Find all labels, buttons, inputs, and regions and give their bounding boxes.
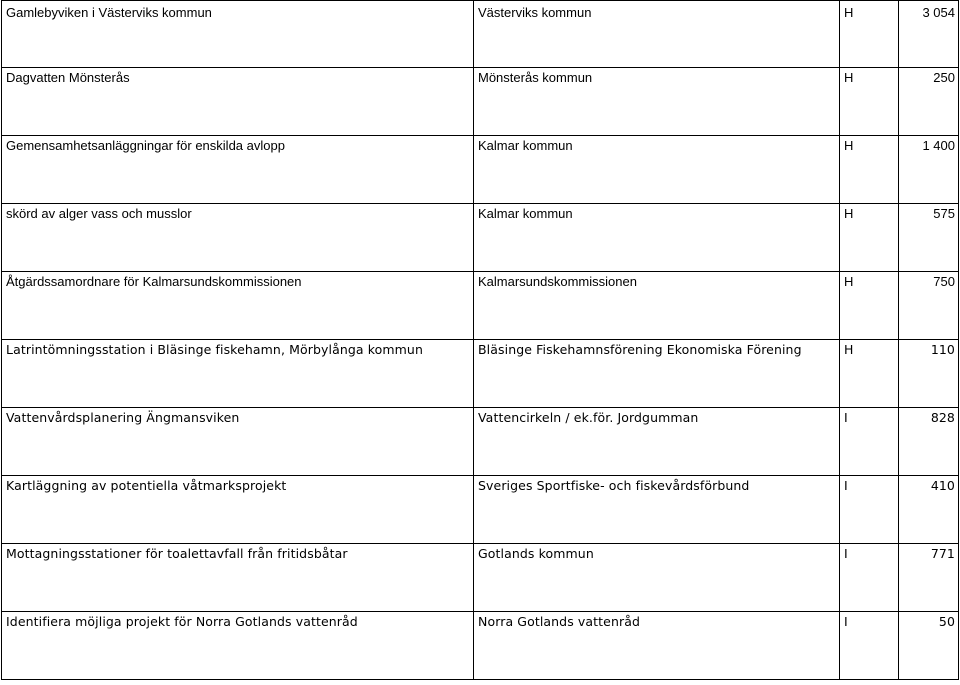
- project-name-cell: Mottagningsstationer för toalettavfall från fritidsbåtar: [2, 544, 474, 612]
- amount-cell: 575: [899, 204, 959, 272]
- applicant-cell: Västerviks kommun: [474, 1, 840, 68]
- category-code-cell: I: [840, 408, 899, 476]
- category-code-cell: I: [840, 544, 899, 612]
- applicant-cell: Vattencirkeln / ek.för. Jordgumman: [474, 408, 840, 476]
- category-code-cell: H: [840, 204, 899, 272]
- amount-cell: 771: [899, 544, 959, 612]
- amount-cell: 828: [899, 408, 959, 476]
- project-name-cell: skörd av alger vass och musslor: [2, 204, 474, 272]
- project-name-cell: Kartläggning av potentiella våtmarksprojekt: [2, 476, 474, 544]
- category-code-cell: H: [840, 136, 899, 204]
- project-name-cell: Åtgärdssamordnare för Kalmarsundskommissionen: [2, 272, 474, 340]
- amount-cell: 110: [899, 340, 959, 408]
- applicant-cell: Norra Gotlands vattenråd: [474, 612, 840, 680]
- project-name-cell: Gamlebyviken i Västerviks kommun: [2, 1, 474, 68]
- table-row: [2, 544, 959, 612]
- project-name-cell: Vattenvårdsplanering Ängmansviken: [2, 408, 474, 476]
- applicant-cell: Kalmar kommun: [474, 136, 840, 204]
- table-row: [2, 136, 959, 204]
- amount-cell: 750: [899, 272, 959, 340]
- project-name-cell: Identifiera möjliga projekt för Norra Gotlands vattenråd: [2, 612, 474, 680]
- table-row: [2, 408, 959, 476]
- applicant-cell: Kalmarsundskommissionen: [474, 272, 840, 340]
- table-row: [2, 476, 959, 544]
- amount-cell: 410: [899, 476, 959, 544]
- table-row: [2, 204, 959, 272]
- table-row: [2, 612, 959, 680]
- category-code-cell: H: [840, 68, 899, 136]
- applicant-cell: Gotlands kommun: [474, 544, 840, 612]
- funding-table: [1, 0, 959, 680]
- funding-table-container: [1, 0, 958, 680]
- amount-cell: 250: [899, 68, 959, 136]
- applicant-cell: Bläsinge Fiskehamnsförening Ekonomiska Förening: [474, 340, 840, 408]
- table-row: [2, 340, 959, 408]
- amount-cell: 50: [899, 612, 959, 680]
- category-code-cell: I: [840, 612, 899, 680]
- category-code-cell: H: [840, 272, 899, 340]
- amount-cell: 3 054: [899, 1, 959, 68]
- applicant-cell: Sveriges Sportfiske- och fiskevårdsförbund: [474, 476, 840, 544]
- project-name-cell: Latrintömningsstation i Bläsinge fiskehamn, Mörbylånga kommun: [2, 340, 474, 408]
- category-code-cell: H: [840, 340, 899, 408]
- applicant-cell: Kalmar kommun: [474, 204, 840, 272]
- table-row: [2, 68, 959, 136]
- category-code-cell: I: [840, 476, 899, 544]
- table-row: [2, 1, 959, 68]
- amount-cell: 1 400: [899, 136, 959, 204]
- applicant-cell: Mönsterås kommun: [474, 68, 840, 136]
- category-code-cell: H: [840, 1, 899, 68]
- project-name-cell: Gemensamhetsanläggningar för enskilda avlopp: [2, 136, 474, 204]
- project-name-cell: Dagvatten Mönsterås: [2, 68, 474, 136]
- table-row: [2, 272, 959, 340]
